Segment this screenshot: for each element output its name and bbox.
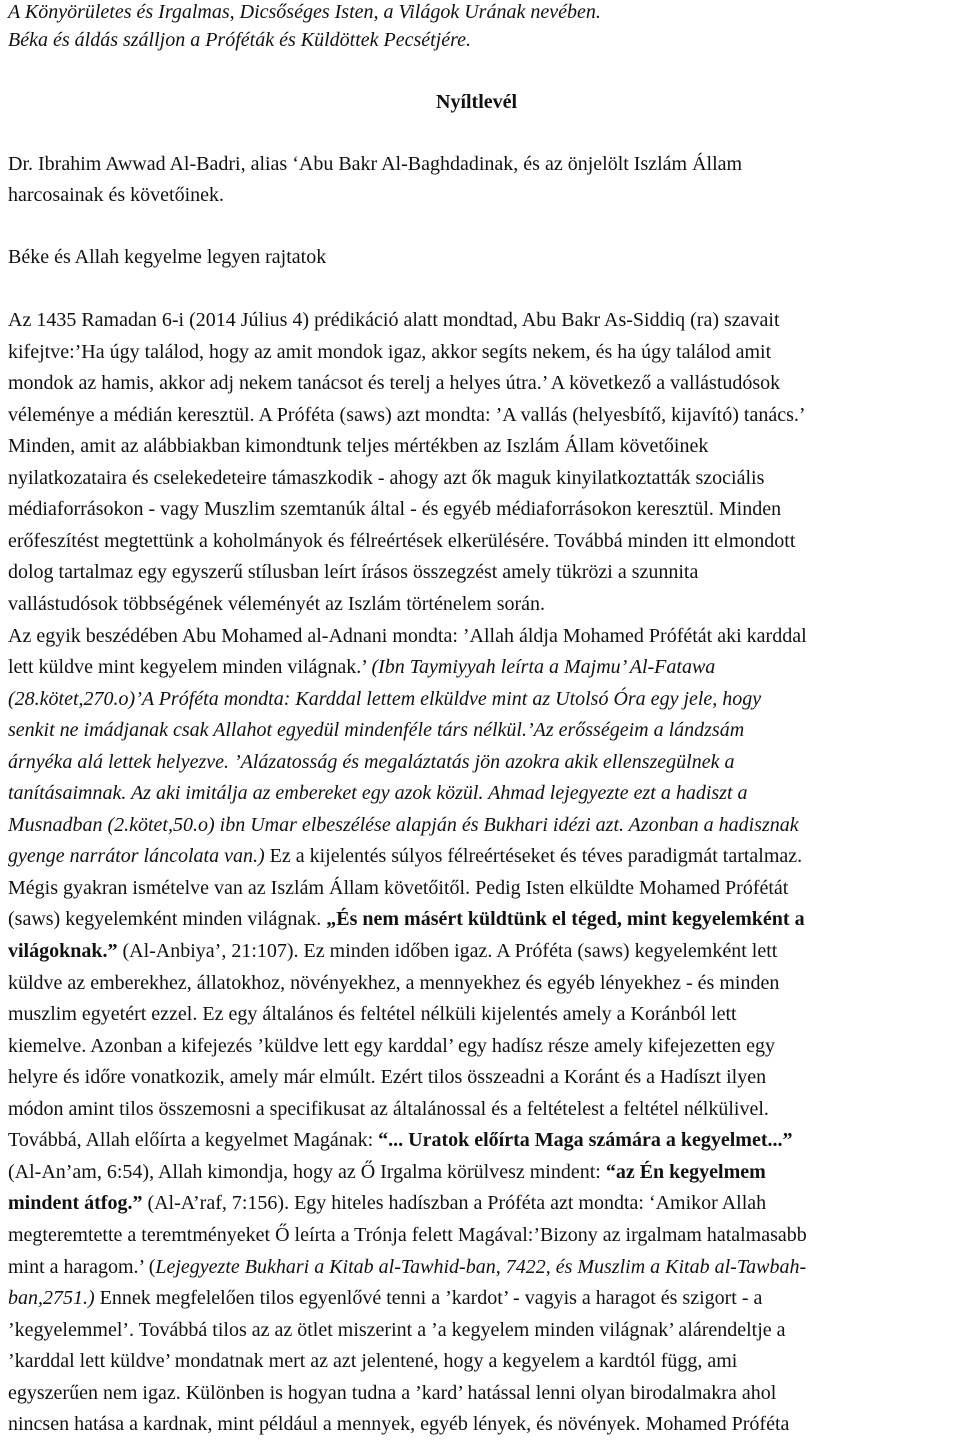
body-text-segment: (28.kötet,270.o)’A Próféta mondta: Karddal lettem elküldve mint az Utolsó Óra egy jele, hogy xyxy=(8,688,762,710)
body-line xyxy=(8,655,715,679)
body-text-segment: egyszerűen nem igaz. Különben is hogyan tudna a ’kard’ hatással lenni olyan birodalmakra ahol xyxy=(8,1382,777,1404)
body-line xyxy=(8,939,777,963)
letter-title: Nyíltlevél xyxy=(436,91,518,113)
body-line xyxy=(8,403,806,427)
body-text-segment: kiemelve. Azonban a kifejezés ’küldve lett egy karddal’ egy hadísz része amely kifejezetten egy xyxy=(8,1035,776,1057)
body-text-segment: mondok az hamis, akkor adj nekem tanácsot és terelj a helyes útra.’ A következő a vallástudósok xyxy=(8,372,781,394)
body-text-segment: (Al-An’am, 6:54), Allah kimondja, hogy az Ő Irgalma körülvesz mindent: xyxy=(8,1161,606,1183)
body-text-segment: árnyéka alá lettek helyezve. ’Alázatosság és megaláztatás jön azokra akik ellenszegülnek a xyxy=(8,751,735,773)
body-line xyxy=(8,434,708,458)
body-line xyxy=(8,1255,806,1279)
body-text-segment: “az Én kegyelmem xyxy=(605,1161,766,1183)
body-text-segment: “... Uratok előírta Maga számára a kegyelmet...” xyxy=(378,1129,793,1151)
body-text-segment: erőfeszítést megtettünk a koholmányok és félreértések elkerülésére. Továbbá minden itt elmondott xyxy=(8,530,796,552)
body-line xyxy=(8,971,779,995)
body-text-segment: helyre és időre vonatkozik, amely már elmúlt. Ezért tilos összeadni a Koránt és a Hadíszt ilyen xyxy=(8,1066,767,1088)
addressee-line-2: harcosainak és követőinek. xyxy=(8,184,225,206)
body-line xyxy=(8,1034,775,1058)
body-line xyxy=(8,497,781,521)
body-text-segment: lett küldve mint kegyelem minden világnak.’ xyxy=(8,656,372,678)
body-line xyxy=(8,1286,762,1310)
body-line xyxy=(8,813,799,837)
body-text-segment: (saws) kegyelemként minden világnak. xyxy=(8,908,327,930)
body-text-segment: ’kegyelemmel’. Továbbá tilos az az ötlet miszerint a ’a kegyelem minden világnak’ alárendeltje a xyxy=(8,1319,786,1341)
body-line xyxy=(8,1381,776,1405)
body-text-segment: médiaforrásokon - vagy Muszlim szemtanúk által - és egyéb médiaforrásokon keresztül. Minden xyxy=(8,498,782,520)
body-text-segment: (Ibn Taymiyyah leírta a Majmu’ Al-Fatawa xyxy=(371,656,716,678)
body-text-segment: senkit ne imádjanak csak Allahot egyedül mindenféle társ nélkül.’Az erősségeim a lándzsám xyxy=(8,719,745,741)
body-text-segment: Musnadban (2.kötet,50.o) ibn Umar elbeszélése alapján és Bukhari idézi azt. Azonban a hadisznak xyxy=(8,814,799,836)
body-text-segment: kifejtve:’Ha úgy találod, hogy az amit mondok igaz, akkor segíts nekem, és ha úgy találod amit xyxy=(8,341,772,363)
body-text-segment: „És nem másért küldtünk el téged, mint kegyelemként a xyxy=(326,908,805,930)
body-text-segment: mindent átfog.” xyxy=(8,1192,143,1214)
body-text-segment: gyenge narrátor láncolata van.) xyxy=(8,845,265,867)
body-text-segment: Ennek megfelelően tilos egyenlővé tenni a ’kardot’ - vagyis a haragot és szigort - a xyxy=(94,1287,763,1309)
body-text-segment: Továbbá, Allah előírta a kegyelmet Magának: xyxy=(8,1129,379,1151)
body-line xyxy=(8,1065,766,1089)
body-text-segment: Az 1435 Ramadan 6-i (2014 Július 4) prédikáció alatt mondtad, Abu Bakr As-Siddiq (ra) szavait xyxy=(8,309,780,331)
body-line xyxy=(8,876,788,900)
body-text-segment: muszlim egyetért ezzel. Ez egy általános és feltétel nélküli kijelentés amely a Koránból lett xyxy=(8,1003,737,1025)
body-line xyxy=(8,750,734,774)
body-line xyxy=(8,1223,807,1247)
body-line xyxy=(8,592,545,616)
body-line xyxy=(8,1128,792,1152)
body-line xyxy=(8,371,780,395)
body-text-segment: véleménye a médián keresztül. A Próféta (saws) azt mondta: ’A vallás (helyesbítő, kijavító) tanács.’ xyxy=(8,404,806,426)
body-text-segment: Ez a kijelentés súlyos félreértéseket és téves paradigmát tartalmaz. xyxy=(264,845,803,867)
body-text-segment: Lejegyezte Bukhari a Kitab al-Tawhid-ban, 7422, és Muszlim a Kitab al-Tawbah- xyxy=(155,1256,807,1278)
body-text-segment: módon amint tilos összemosni a specifikusat az általánossal és a feltételest a feltétel nélkülivel. xyxy=(8,1098,769,1120)
body-text-segment: nincsen hatása a kardnak, mint például a mennyek, egyéb lények, és növények. Mohamed Próféta xyxy=(8,1413,790,1435)
body-line xyxy=(8,1097,769,1121)
body-line xyxy=(8,466,764,490)
body-text-segment: világoknak.” xyxy=(8,940,118,962)
body-line xyxy=(8,529,795,553)
body-line xyxy=(8,560,698,584)
body-line xyxy=(8,340,771,364)
body-line xyxy=(8,907,805,931)
body-text-segment: Az egyik beszédében Abu Mohamed al-Adnani mondta: ’Allah áldja Mohamed Prófétát aki karddal xyxy=(8,625,807,647)
body-line xyxy=(8,1349,737,1373)
addressee-line-1: Dr. Ibrahim Awwad Al-Badri, alias ‘Abu Bakr Al-Baghdadinak, és az önjelölt Iszlám Állam xyxy=(8,153,743,175)
body-line xyxy=(8,1160,766,1184)
greeting: Béke és Allah kegyelme legyen rajtatok xyxy=(8,246,327,268)
body-line xyxy=(8,308,780,332)
body-text-segment: vallástudósok többségének véleményét az Iszlám történelem során. xyxy=(8,593,546,615)
body-text-segment: megteremtette a teremtményeket Ő leírta a Trónja felett Magával:’Bizony az irgalmam hatalmasabb xyxy=(8,1224,807,1246)
body-line xyxy=(8,687,761,711)
body-text-segment: ban,2751.) xyxy=(8,1287,95,1309)
blessing-line-1: A Könyörületes és Irgalmas, Dicsőséges Isten, a Világok Urának nevében. xyxy=(8,1,601,23)
body-text-segment: dolog tartalmaz egy egyszerű stílusban leírt írásos összegzést amely tükrözi a szunnita xyxy=(8,561,699,583)
body-line xyxy=(8,1412,789,1436)
body-text-segment: Mégis gyakran ismételve van az Iszlám Állam követőitől. Pedig Isten elküldte Mohamed Prófétát xyxy=(8,877,789,899)
body-text-segment: Minden, amit az alábbiakban kimondtunk teljes mértékben az Iszlám Állam követőinek xyxy=(8,435,709,457)
body-line xyxy=(8,844,802,868)
body-text-segment: nyilatkozataira és cselekedeteire támaszkodik - ahogy azt ők maguk kinyilatkoztatták szociális xyxy=(8,467,765,489)
body-line xyxy=(8,1191,766,1215)
body-text-segment: tanításaimnak. Az aki imitálja az embereket egy azok közül. Ahmad lejegyezte ezt a hadiszt a xyxy=(8,782,748,804)
body-line xyxy=(8,1002,737,1026)
body-text-segment: küldve az emberekhez, állatokhoz, növényekhez, a mennyekhez és egyéb lényekhez - és minden xyxy=(8,972,780,994)
body-line xyxy=(8,781,748,805)
body-text-segment: (Al-Anbiya’, 21:107). Ez minden időben igaz. A Próféta (saws) kegyelemként lett xyxy=(117,940,778,962)
body-line xyxy=(8,1318,786,1342)
blessing-line-2: Béka és áldás szálljon a Próféták és Küldöttek Pecsétjére. xyxy=(8,29,472,51)
body-text-segment: mint a haragom.’ ( xyxy=(8,1256,156,1278)
body-line xyxy=(8,718,744,742)
body-text-segment: (Al-A’raf, 7:156). Egy hiteles hadíszban a Próféta azt mondta: ‘Amikor Allah xyxy=(142,1192,767,1214)
body-text-segment: ’karddal lett küldve’ mondatnak mert az azt jelentené, hogy a kegyelem a kardtól függ, ami xyxy=(8,1350,738,1372)
body-line xyxy=(8,624,807,648)
